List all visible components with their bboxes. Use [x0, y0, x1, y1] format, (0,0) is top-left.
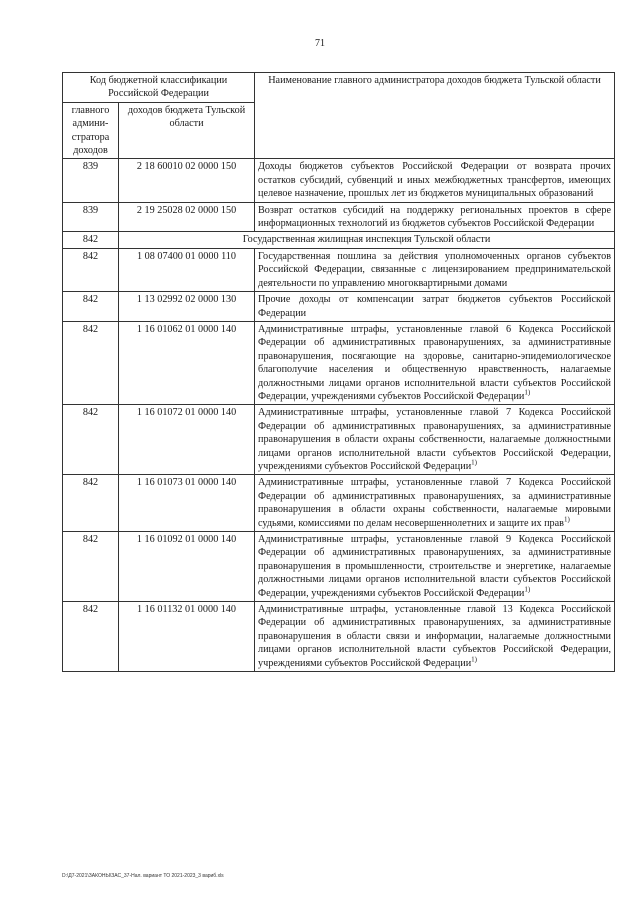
cell-admin-code: 842: [63, 321, 119, 404]
table-row: [63, 202, 615, 232]
cell-name: [255, 159, 615, 202]
cell-income-code: 1 16 01092 01 0000 140: [119, 532, 255, 602]
table-row: [63, 475, 615, 532]
cell-name: [255, 292, 615, 322]
cell-name-text: Административные штрафы, установленные главой 13 Кодекса Российской Федерации об административных правонарушениях, за административные правонарушения в области связи и информации, налагаемые должностными лицами органов исполнительной власти субъектов Российской Федерации, учреждениями субъектов Российской Федерации: [258, 604, 612, 669]
header-name-col: Наименование главного администратора доходов бюджета Тульской области: [255, 73, 615, 159]
cell-name-text: Доходы бюджетов субъектов Российской Федерации от возврата прочих остатков субсидий, субвенций и иных межбюджетных трансфертов, имеющих целевое назначение, прошлых лет из бюджетов муниципальных образований: [258, 161, 612, 200]
table-row: [63, 292, 615, 322]
cell-name: [255, 532, 615, 602]
cell-admin-code: 842: [63, 475, 119, 532]
cell-income-code: 1 16 01132 01 0000 140: [119, 602, 255, 672]
cell-name: [255, 475, 615, 532]
cell-admin-code: 842: [63, 248, 119, 291]
page-number: 71: [315, 38, 325, 49]
budget-classification-table: [62, 72, 615, 672]
cell-name-text: Административные штрафы, установленные главой 6 Кодекса Российской Федерации об административных правонарушениях, за административные правонарушения, посягающие на здоровье, санитарно-эпидемиологическое благополучие населения и общественную нравственность, налагаемые должностными лицами органов исполнительной власти субъектов Российской Федерации, учреждениями субъектов Российской Федерации: [258, 323, 612, 402]
footer-file-path: D:\Д7-2021\ЗАКОНЫ\ЗАС_37-Нал. вариант ТО 2021-2023_3 вариб.xls: [62, 873, 224, 879]
table-row: [63, 405, 615, 475]
footnote-marker: 1): [471, 655, 477, 664]
cell-name-text: Возврат остатков субсидий на поддержку региональных проектов в сфере информационных технологий из бюджетов субъектов Российской Федерации: [258, 204, 612, 230]
cell-name: [255, 202, 615, 232]
header-income-col: доходов бюджета Тульской области: [119, 102, 255, 159]
cell-admin-code: 842: [63, 292, 119, 322]
cell-admin-code: 839: [63, 202, 119, 232]
cell-admin-code: 842: [63, 232, 119, 248]
cell-admin-code: 839: [63, 159, 119, 202]
footnote-marker: 1): [524, 585, 531, 594]
cell-name: [255, 248, 615, 291]
cell-income-code: 1 16 01073 01 0000 140: [119, 475, 255, 532]
cell-income-code: 1 13 02992 02 0000 130: [119, 292, 255, 322]
table-row: [63, 532, 615, 602]
cell-name-text: Административные штрафы, установленные главой 7 Кодекса Российской Федерации об административных правонарушениях, за административные правонарушения в области охраны собственности, налагаемые мировыми судьями, комиссиями по делам несовершеннолетних и защите их прав: [258, 477, 612, 529]
table-row: [63, 602, 615, 672]
cell-name-text: Административные штрафы, установленные главой 7 Кодекса Российской Федерации об административных правонарушениях, за административные правонарушения в области охраны собственности, налагаемые должностными лицами органов исполнительной власти субъектов Российской Федерации, учреждениями субъектов Российской Федерации: [258, 407, 612, 472]
cell-name-text: Прочие доходы от компенсации затрат бюджетов субъектов Российской Федерации: [258, 294, 612, 319]
cell-name-text: Административные штрафы, установленные главой 9 Кодекса Российской Федерации об административных правонарушениях, за административные правонарушения в промышленности, строительстве и энергетике, налагаемые должностными лицами органов исполнительной власти субъектов Российской Федерации, учреждениями субъектов Российской Федерации: [258, 534, 612, 599]
cell-name: [255, 321, 615, 404]
table-row: [63, 321, 615, 404]
cell-name: [255, 405, 615, 475]
cell-name-text: Государственная пошлина за действия уполномоченных органов субъектов Российской Федерации, связанные с лицензированием предпринимательской деятельности по управлению многоквартирными домами: [258, 250, 612, 289]
cell-admin-code: 842: [63, 602, 119, 672]
footnote-marker: 1): [524, 388, 531, 397]
cell-income-code: 1 08 07400 01 0000 110: [119, 248, 255, 291]
cell-income-code: 1 16 01072 01 0000 140: [119, 405, 255, 475]
cell-income-code: 1 16 01062 01 0000 140: [119, 321, 255, 404]
table-row: [63, 248, 615, 291]
header-code-group: Код бюджетной классификации Российской Федерации: [63, 73, 255, 103]
cell-admin-code: 842: [63, 405, 119, 475]
cell-income-code: 2 18 60010 02 0000 150: [119, 159, 255, 202]
footnote-marker: 1): [471, 458, 477, 467]
table-body: [63, 159, 615, 672]
table-row: [63, 159, 615, 202]
footnote-marker: 1): [564, 515, 570, 524]
table-section-row: [63, 232, 615, 248]
cell-admin-code: 842: [63, 532, 119, 602]
header-admin-col: главного админи-стратора доходов: [63, 102, 119, 159]
cell-section-title: Государственная жилищная инспекция Тульской области: [119, 232, 615, 248]
table-header-row: [63, 73, 615, 103]
cell-income-code: 2 19 25028 02 0000 150: [119, 202, 255, 232]
cell-name: [255, 602, 615, 672]
